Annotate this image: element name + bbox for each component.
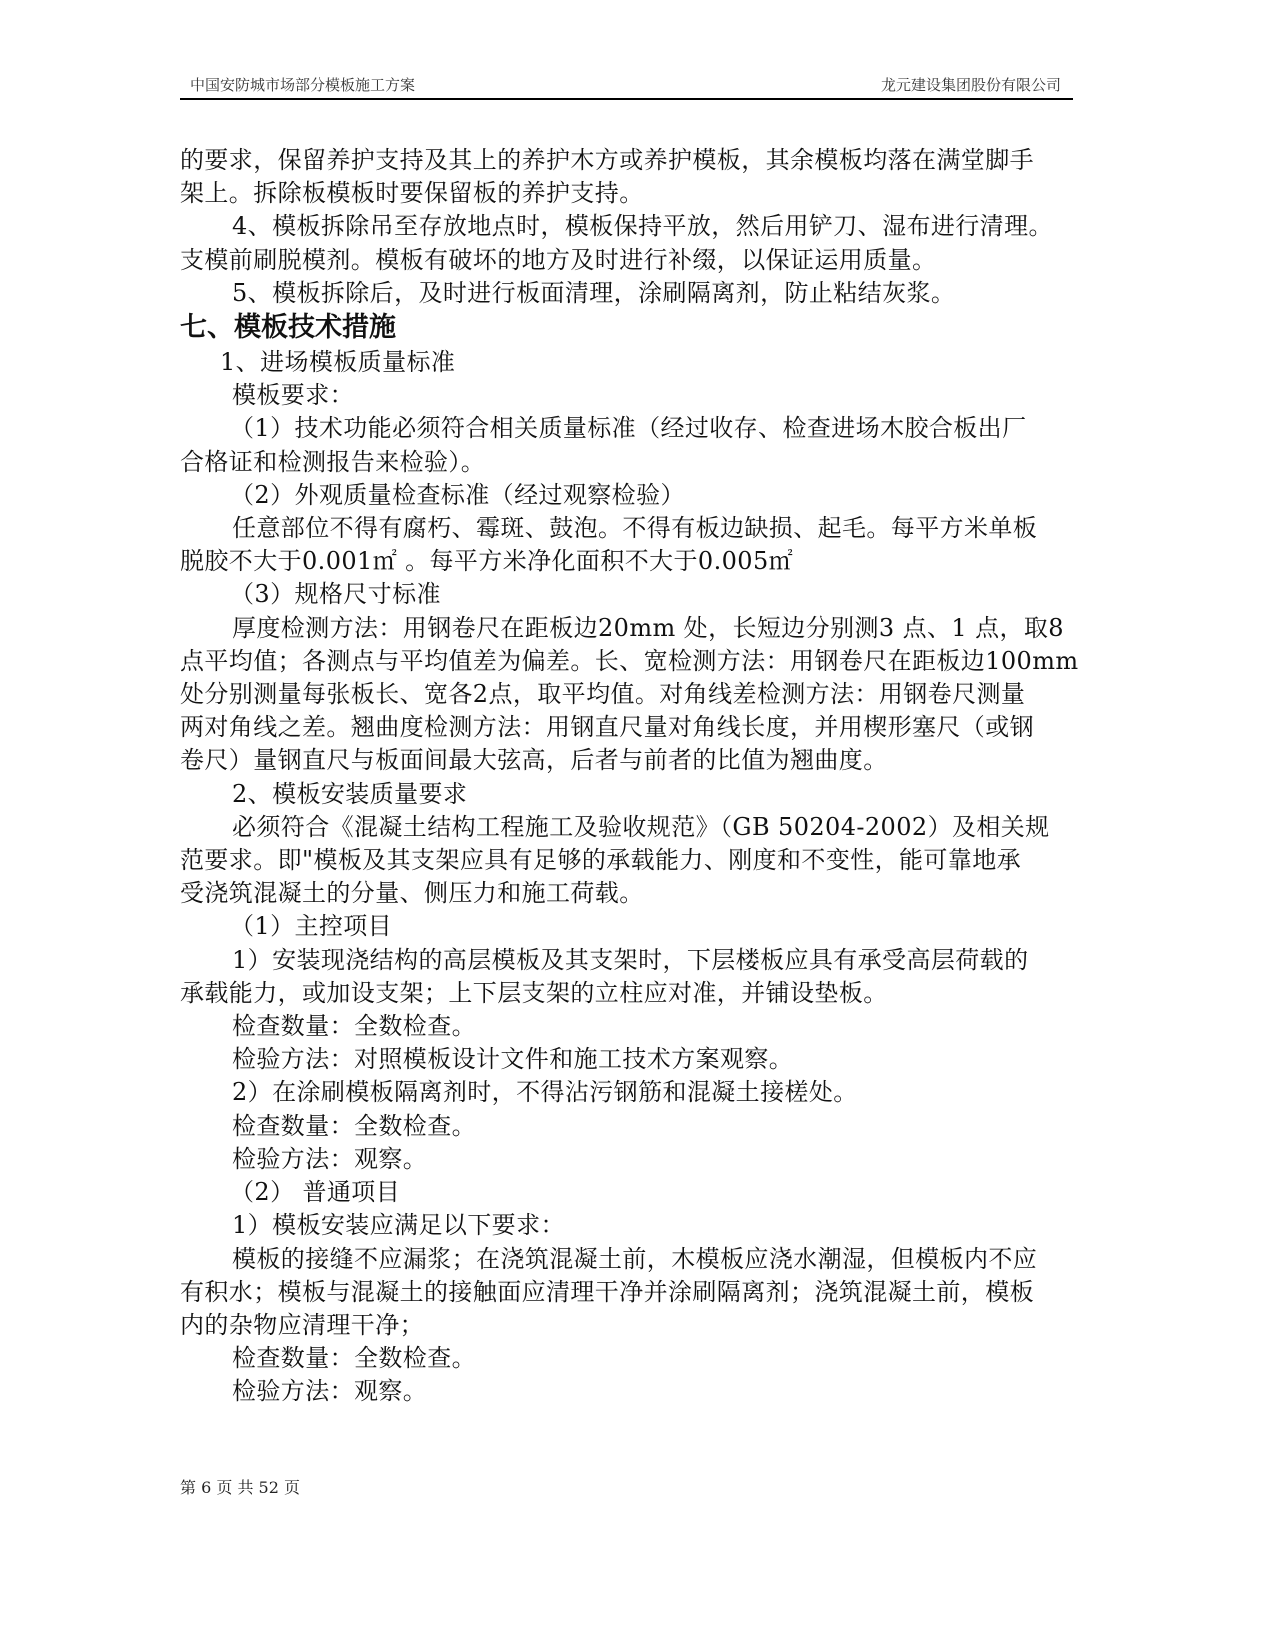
paragraph-line: 架上。拆除板模板时要保留板的养护支持。 — [180, 179, 644, 208]
subsection-heading: 2、模板安装质量要求 — [232, 779, 468, 808]
paragraph-line: 合格证和检测报告来检验）。 — [180, 447, 486, 476]
paragraph-line: 1）模板安装应满足以下要求： — [232, 1211, 565, 1240]
paragraph-line: 两对角线之差。翘曲度检测方法：用钢直尺量对角线长度，并用楔形塞尺（或钢 — [180, 713, 1034, 742]
header-company: 龙元建设集团股份有限公司 — [880, 76, 1061, 94]
paragraph-line: 检查数量：全数检查。 — [232, 1344, 476, 1373]
header-doc-title: 中国安防城市场部分模板施工方案 — [190, 76, 416, 94]
paragraph-line: （2） 普通项目 — [230, 1178, 401, 1207]
document-body — [180, 144, 1090, 1409]
paragraph-line: 内的杂物应清理干净； — [180, 1310, 424, 1339]
page-header — [180, 72, 1073, 100]
paragraph-line: 1）安装现浇结构的高层模板及其支架时，下层楼板应具有承受高层荷载的 — [232, 945, 1029, 974]
paragraph-line: 承载能力，或加设支架；上下层支架的立柱应对准，并铺设垫板。 — [180, 978, 888, 1007]
paragraph-line: 检验方法：观察。 — [232, 1144, 428, 1173]
paragraph-line: （1）技术功能必须符合相关质量标准（经过收存、检查进场木胶合板出厂 — [230, 414, 1027, 443]
page-footer — [180, 1475, 300, 1498]
paragraph-line: 4、模板拆除吊至存放地点时，模板保持平放，然后用铲刀、湿布进行清理。 — [232, 212, 1053, 241]
paragraph-line: 点平均值；各测点与平均值差为偏差。长、宽检测方法：用钢卷尺在距板边100mm — [180, 646, 1079, 675]
paragraph-line: 检查数量：全数检查。 — [232, 1111, 476, 1140]
paragraph-line: 处分别测量每张板长、宽各2点，取平均值。对角线差检测方法：用钢卷尺测量 — [180, 680, 1026, 709]
paragraph-line: （2）外观质量检查标准（经过观察检验） — [230, 480, 685, 509]
paragraph-line: 卷尺）量钢直尺与板面间最大弦高，后者与前者的比值为翘曲度。 — [180, 746, 888, 775]
paragraph-line: 厚度检测方法：用钢卷尺在距板边20mm 处，长短边分别测3 点、1 点，取8 — [232, 613, 1064, 642]
paragraph-line: 的要求，保留养护支持及其上的养护木方或养护模板，其余模板均落在满堂脚手 — [180, 146, 1034, 174]
paragraph-line: （3）规格尺寸标准 — [230, 580, 441, 609]
paragraph-line: 受浇筑混凝土的分量、侧压力和施工荷载。 — [180, 879, 644, 908]
paragraph-line: 有积水；模板与混凝土的接触面应清理干净并涂刷隔离剂；浇筑混凝土前，模板 — [180, 1277, 1034, 1306]
paragraph-line: 2）在涂刷模板隔离剂时，不得沾污钢筋和混凝土接槎处。 — [232, 1078, 858, 1107]
section-heading: 七、模板技术措施 — [180, 312, 396, 344]
paragraph-line: 检验方法：观察。 — [232, 1377, 428, 1406]
paragraph-line: （1）主控项目 — [230, 912, 393, 941]
paragraph-line: 范要求。即"模板及其支架应具有足够的承载能力、刚度和不变性，能可靠地承 — [180, 846, 1022, 875]
paragraph-line: 支模前刷脱模剂。模板有破坏的地方及时进行补缀，以保证运用质量。 — [180, 245, 937, 274]
paragraph-line: 脱胶不大于0.001㎡ 。每平方米净化面积不大于0.005㎡ — [180, 547, 794, 576]
page-number: 第 6 页 共 52 页 — [180, 1478, 300, 1497]
paragraph-line: 模板的接缝不应漏浆；在浇筑混凝土前，木模板应浇水潮湿，但模板内不应 — [232, 1244, 1038, 1273]
paragraph-line: 检查数量：全数检查。 — [232, 1012, 476, 1041]
paragraph-line: 5、模板拆除后，及时进行板面清理，涂刷隔离剂，防止粘结灰浆。 — [232, 278, 956, 307]
subsection-heading: 1、进场模板质量标准 — [220, 348, 456, 377]
paragraph-line: 模板要求： — [232, 381, 354, 410]
paragraph-line: 检验方法：对照模板设计文件和施工技术方案观察。 — [232, 1045, 794, 1074]
paragraph-line: 任意部位不得有腐朽、霉斑、鼓泡。不得有板边缺损、起毛。每平方米单板 — [232, 514, 1038, 543]
paragraph-line: 必须符合《混凝土结构工程施工及验收规范》（GB 50204-2002）及相关规 — [232, 812, 1050, 841]
